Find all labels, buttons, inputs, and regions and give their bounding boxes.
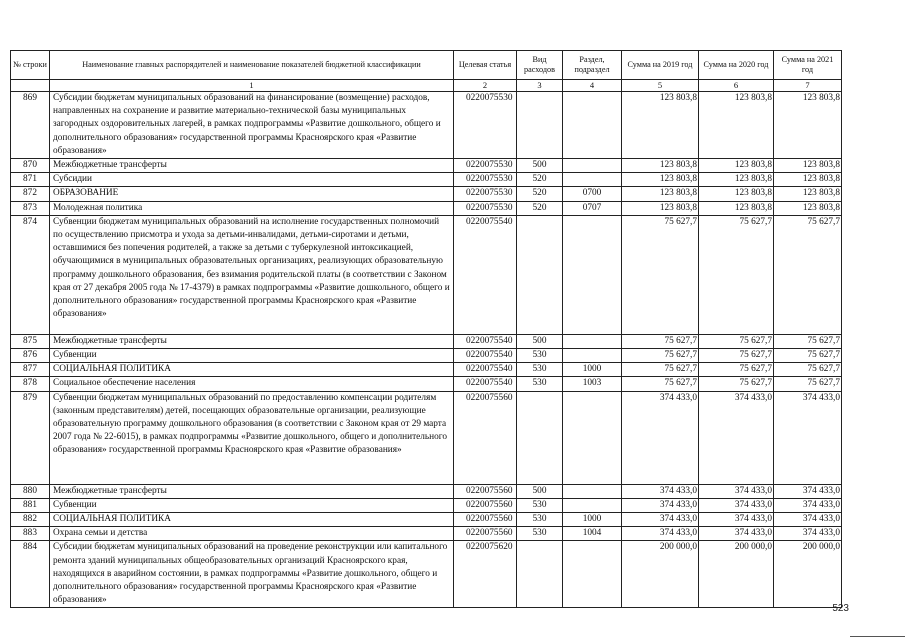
row-expense-type-cell <box>517 391 563 484</box>
table-row <box>11 334 842 348</box>
row-number-cell: 881 <box>11 498 50 512</box>
header-section: Раздел, подраздел <box>563 51 622 80</box>
table-row <box>11 484 842 498</box>
row-number-cell: 874 <box>11 215 50 334</box>
row-section-cell: 1004 <box>563 527 622 541</box>
row-sum-2019-cell: 374 433,0 <box>622 391 699 484</box>
row-name-cell: Межбюджетные трансферты <box>50 484 454 498</box>
row-sum-2020-cell: 123 803,8 <box>699 201 774 215</box>
index-cell: 7 <box>774 80 842 92</box>
row-sum-2020-cell: 123 803,8 <box>699 187 774 201</box>
row-expense-type-cell: 500 <box>517 334 563 348</box>
row-number-cell: 869 <box>11 92 50 159</box>
index-cell <box>11 80 50 92</box>
index-cell: 2 <box>454 80 517 92</box>
row-expense-type-cell: 500 <box>517 484 563 498</box>
index-cell: 3 <box>517 80 563 92</box>
row-sum-2020-cell: 75 627,7 <box>699 363 774 377</box>
row-number-cell: 882 <box>11 513 50 527</box>
table-row <box>11 187 842 201</box>
row-sum-2021-cell: 374 433,0 <box>774 498 842 512</box>
row-expense-type-cell: 530 <box>517 377 563 391</box>
row-name-cell: Субвенции бюджетам муниципальных образований по предоставлению компенсации родителям (законным представителям) детей, посещающих образовательные организации, реализующие образовательную программу дошкольного образования (в соответствии с Законом края от 29 марта 2007 года № 22-6015), в рамках подпрограммы «Развитие дошкольного, общего и дополнительного образования» государственной программы Красноярского края «Развитие образования» <box>50 391 454 484</box>
row-name-cell: Межбюджетные трансферты <box>50 159 454 173</box>
row-sum-2019-cell: 374 433,0 <box>622 498 699 512</box>
row-section-cell: 1003 <box>563 377 622 391</box>
row-sum-2019-cell: 123 803,8 <box>622 173 699 187</box>
row-section-cell <box>563 215 622 334</box>
row-target-cell: 0220075560 <box>454 391 517 484</box>
row-sum-2021-cell: 75 627,7 <box>774 349 842 363</box>
row-number-cell: 877 <box>11 363 50 377</box>
row-expense-type-cell: 520 <box>517 187 563 201</box>
row-sum-2020-cell: 200 000,0 <box>699 541 774 608</box>
row-sum-2020-cell: 75 627,7 <box>699 349 774 363</box>
row-target-cell: 0220075540 <box>454 334 517 348</box>
row-sum-2021-cell: 123 803,8 <box>774 201 842 215</box>
row-name-cell: СОЦИАЛЬНАЯ ПОЛИТИКА <box>50 513 454 527</box>
row-target-cell: 0220075540 <box>454 363 517 377</box>
row-number-cell: 880 <box>11 484 50 498</box>
row-sum-2021-cell: 123 803,8 <box>774 92 842 159</box>
index-cell: 1 <box>50 80 454 92</box>
row-sum-2021-cell: 123 803,8 <box>774 173 842 187</box>
row-sum-2019-cell: 374 433,0 <box>622 527 699 541</box>
row-number-cell: 871 <box>11 173 50 187</box>
row-name-cell: ОБРАЗОВАНИЕ <box>50 187 454 201</box>
row-section-cell <box>563 159 622 173</box>
row-sum-2021-cell: 123 803,8 <box>774 159 842 173</box>
row-number-cell: 872 <box>11 187 50 201</box>
row-number-cell: 878 <box>11 377 50 391</box>
table-row <box>11 391 842 484</box>
row-sum-2021-cell: 374 433,0 <box>774 391 842 484</box>
budget-table <box>10 50 842 608</box>
header-row <box>11 51 842 80</box>
table-row <box>11 527 842 541</box>
row-sum-2019-cell: 123 803,8 <box>622 92 699 159</box>
table-row <box>11 201 842 215</box>
row-expense-type-cell: 520 <box>517 173 563 187</box>
table-row <box>11 363 842 377</box>
row-name-cell: Субвенции <box>50 498 454 512</box>
row-sum-2021-cell: 75 627,7 <box>774 377 842 391</box>
row-expense-type-cell <box>517 541 563 608</box>
row-target-cell: 0220075540 <box>454 349 517 363</box>
row-number-cell: 879 <box>11 391 50 484</box>
row-sum-2020-cell: 75 627,7 <box>699 215 774 334</box>
header-sum-2020: Сумма на 2020 год <box>699 51 774 80</box>
header-expense-type: Вид расходов <box>517 51 563 80</box>
row-sum-2020-cell: 374 433,0 <box>699 498 774 512</box>
table-row <box>11 159 842 173</box>
table-row <box>11 215 842 334</box>
row-section-cell: 0700 <box>563 187 622 201</box>
row-target-cell: 0220075560 <box>454 498 517 512</box>
row-target-cell: 0220075560 <box>454 527 517 541</box>
row-sum-2020-cell: 123 803,8 <box>699 92 774 159</box>
row-section-cell <box>563 498 622 512</box>
row-target-cell: 0220075530 <box>454 201 517 215</box>
table-row <box>11 498 842 512</box>
row-target-cell: 0220075560 <box>454 513 517 527</box>
row-sum-2021-cell: 75 627,7 <box>774 363 842 377</box>
row-name-cell: Межбюджетные трансферты <box>50 334 454 348</box>
table-row <box>11 173 842 187</box>
row-sum-2019-cell: 75 627,7 <box>622 363 699 377</box>
row-target-cell: 0220075530 <box>454 159 517 173</box>
row-number-cell: 873 <box>11 201 50 215</box>
row-expense-type-cell: 530 <box>517 498 563 512</box>
row-sum-2019-cell: 200 000,0 <box>622 541 699 608</box>
row-sum-2020-cell: 75 627,7 <box>699 334 774 348</box>
row-name-cell: Субсидии <box>50 173 454 187</box>
row-sum-2019-cell: 75 627,7 <box>622 215 699 334</box>
index-cell: 6 <box>699 80 774 92</box>
row-expense-type-cell: 530 <box>517 349 563 363</box>
row-sum-2021-cell: 75 627,7 <box>774 334 842 348</box>
row-section-cell <box>563 484 622 498</box>
row-target-cell: 0220075530 <box>454 187 517 201</box>
footer-rule <box>850 636 905 637</box>
row-sum-2019-cell: 374 433,0 <box>622 513 699 527</box>
row-sum-2020-cell: 374 433,0 <box>699 391 774 484</box>
row-expense-type-cell: 520 <box>517 201 563 215</box>
row-name-cell: Охрана семьи и детства <box>50 527 454 541</box>
table-row <box>11 541 842 608</box>
row-expense-type-cell <box>517 92 563 159</box>
row-section-cell <box>563 541 622 608</box>
row-number-cell: 883 <box>11 527 50 541</box>
row-expense-type-cell: 530 <box>517 363 563 377</box>
row-name-cell: Субвенции <box>50 349 454 363</box>
row-section-cell <box>563 334 622 348</box>
row-section-cell <box>563 391 622 484</box>
row-expense-type-cell: 500 <box>517 159 563 173</box>
row-sum-2021-cell: 374 433,0 <box>774 527 842 541</box>
row-sum-2021-cell: 374 433,0 <box>774 513 842 527</box>
row-name-cell: Субсидии бюджетам муниципальных образований на проведение реконструкции или капитального ремонта зданий муниципальных общеобразовательных организаций Красноярского края, находящихся в аварийном состоянии, в рамках подпрограммы «Развитие дошкольного, общего и дополнительного образования» государственной программы Красноярского края «Развитие образования» <box>50 541 454 608</box>
row-sum-2021-cell: 374 433,0 <box>774 484 842 498</box>
row-expense-type-cell: 530 <box>517 527 563 541</box>
row-name-cell: Социальное обеспечение населения <box>50 377 454 391</box>
column-index-row <box>11 80 842 92</box>
row-number-cell: 870 <box>11 159 50 173</box>
row-name-cell: СОЦИАЛЬНАЯ ПОЛИТИКА <box>50 363 454 377</box>
table-row <box>11 377 842 391</box>
row-section-cell: 1000 <box>563 363 622 377</box>
header-row-number: № строки <box>11 51 50 80</box>
row-sum-2020-cell: 75 627,7 <box>699 377 774 391</box>
row-expense-type-cell: 530 <box>517 513 563 527</box>
row-sum-2019-cell: 75 627,7 <box>622 334 699 348</box>
row-number-cell: 875 <box>11 334 50 348</box>
row-sum-2019-cell: 123 803,8 <box>622 159 699 173</box>
table-row <box>11 349 842 363</box>
row-sum-2020-cell: 374 433,0 <box>699 513 774 527</box>
row-sum-2021-cell: 75 627,7 <box>774 215 842 334</box>
row-sum-2019-cell: 123 803,8 <box>622 187 699 201</box>
row-expense-type-cell <box>517 215 563 334</box>
page-number: 523 <box>832 603 849 614</box>
row-target-cell: 0220075530 <box>454 92 517 159</box>
row-sum-2020-cell: 123 803,8 <box>699 173 774 187</box>
row-section-cell: 1000 <box>563 513 622 527</box>
index-cell: 4 <box>563 80 622 92</box>
row-name-cell: Молодежная политика <box>50 201 454 215</box>
row-section-cell <box>563 349 622 363</box>
row-sum-2019-cell: 374 433,0 <box>622 484 699 498</box>
row-number-cell: 884 <box>11 541 50 608</box>
row-section-cell: 0707 <box>563 201 622 215</box>
header-sum-2019: Сумма на 2019 год <box>622 51 699 80</box>
row-sum-2021-cell: 123 803,8 <box>774 187 842 201</box>
row-sum-2021-cell: 200 000,0 <box>774 541 842 608</box>
row-section-cell <box>563 173 622 187</box>
row-section-cell <box>563 92 622 159</box>
row-sum-2019-cell: 123 803,8 <box>622 201 699 215</box>
index-cell: 5 <box>622 80 699 92</box>
header-sum-2021: Сумма на 2021 год <box>774 51 842 80</box>
table-row <box>11 513 842 527</box>
header-target-article: Целевая статья <box>454 51 517 80</box>
row-sum-2019-cell: 75 627,7 <box>622 377 699 391</box>
row-sum-2020-cell: 374 433,0 <box>699 484 774 498</box>
row-target-cell: 0220075620 <box>454 541 517 608</box>
table-row <box>11 92 842 159</box>
row-name-cell: Субвенции бюджетам муниципальных образований на исполнение государственных полномочий по осуществлению присмотра и ухода за детьми-инвалидами, детьми-сиротами и детьми, оставшимися без попечения родителей, а также за детьми с туберкулезной интоксикацией, обучающимися в муниципальных образовательных организациях, реализующих образовательную программу дошкольного образования, без взимания родительской платы (в соответствии с Законом края от 27 декабря 2005 года № 17-4379) в рамках подпрограммы «Развитие дошкольного, общего и дополнительного образования» государственной программы Красноярского края «Развитие образования» <box>50 215 454 334</box>
row-target-cell: 0220075560 <box>454 484 517 498</box>
row-target-cell: 0220075530 <box>454 173 517 187</box>
row-number-cell: 876 <box>11 349 50 363</box>
row-sum-2019-cell: 75 627,7 <box>622 349 699 363</box>
row-sum-2020-cell: 123 803,8 <box>699 159 774 173</box>
row-sum-2020-cell: 374 433,0 <box>699 527 774 541</box>
row-name-cell: Субсидии бюджетам муниципальных образований на финансирование (возмещение) расходов, направленных на сохранение и развитие материально-технической базы муниципальных загородных оздоровительных лагерей, в рамках подпрограммы «Развитие дошкольного, общего и дополнительного образования» государственной программы Красноярского края «Развитие образования» <box>50 92 454 159</box>
row-target-cell: 0220075540 <box>454 215 517 334</box>
row-target-cell: 0220075540 <box>454 377 517 391</box>
header-name: Наименование главных распорядителей и наименование показателей бюджетной классификации <box>50 51 454 80</box>
